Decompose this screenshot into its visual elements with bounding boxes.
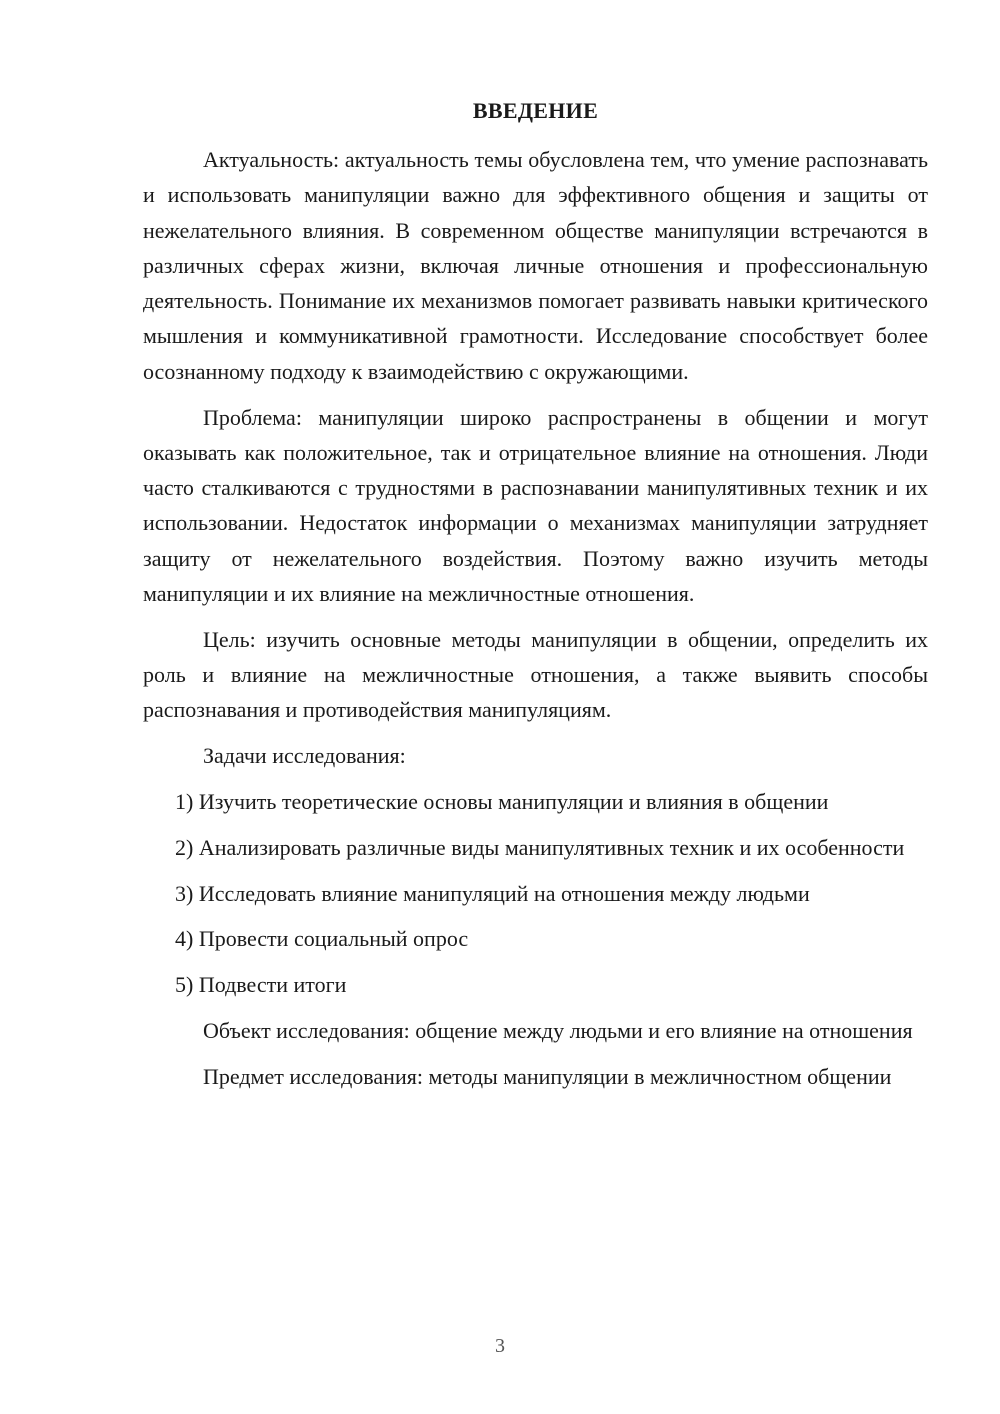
- task-item-3: 3) Исследовать влияние манипуляций на отношения между людьми: [175, 880, 810, 906]
- task-item-1: 1) Изучить теоретические основы манипуляции и влияния в общении: [175, 789, 829, 815]
- page-title: ВВЕДЕНИЕ: [472, 98, 599, 123]
- object-paragraph: Объект исследования: общение между людьми и его влияние на отношения: [203, 1018, 913, 1044]
- subject-paragraph: Предмет исследования: методы манипуляции в межличностном общении: [203, 1063, 892, 1089]
- task-item-4: 4) Провести социальный опрос: [175, 926, 469, 952]
- goal-paragraph: Цель: изучить основные методы манипуляции в общении, определить их роль и влияние на межличностные отношения, а также выявить способы распознавания и противодействия манипуляциям.: [143, 626, 928, 723]
- page-number: 3: [495, 1335, 505, 1357]
- problem-paragraph: Проблема: манипуляции широко распространены в общении и могут оказывать как положительное, так и отрицательное влияние на отношения. Люди часто сталкиваются с трудностями в распознавании манипулятивных техник и их использовании. Недостаток информации о механизмах манипуляции затрудняет защиту от нежелательного воздействия. Поэтому важно изучить методы манипуляции и их влияние на межличностные отношения.: [143, 404, 928, 607]
- document-body: [143, 142, 928, 1105]
- task-item-2: 2) Анализировать различные виды манипулятивных техник и их особенности: [175, 834, 905, 860]
- relevance-paragraph: Актуальность: актуальность темы обусловлена тем, что умение распознавать и использовать манипуляции важно для эффективного общения и защиты от нежелательного влияния. В современном обществе манипуляции встречаются в различных сферах жизни, включая личные отношения и профессиональную деятельность. Понимание их механизмов помогает развивать навыки критического мышления и коммуникативной грамотности. Исследование способствует более осознанному подходу к взаимодействию с окружающими.: [143, 147, 928, 384]
- tasks-heading: Задачи исследования:: [203, 743, 406, 769]
- task-item-5: 5) Подвести итоги: [175, 972, 347, 998]
